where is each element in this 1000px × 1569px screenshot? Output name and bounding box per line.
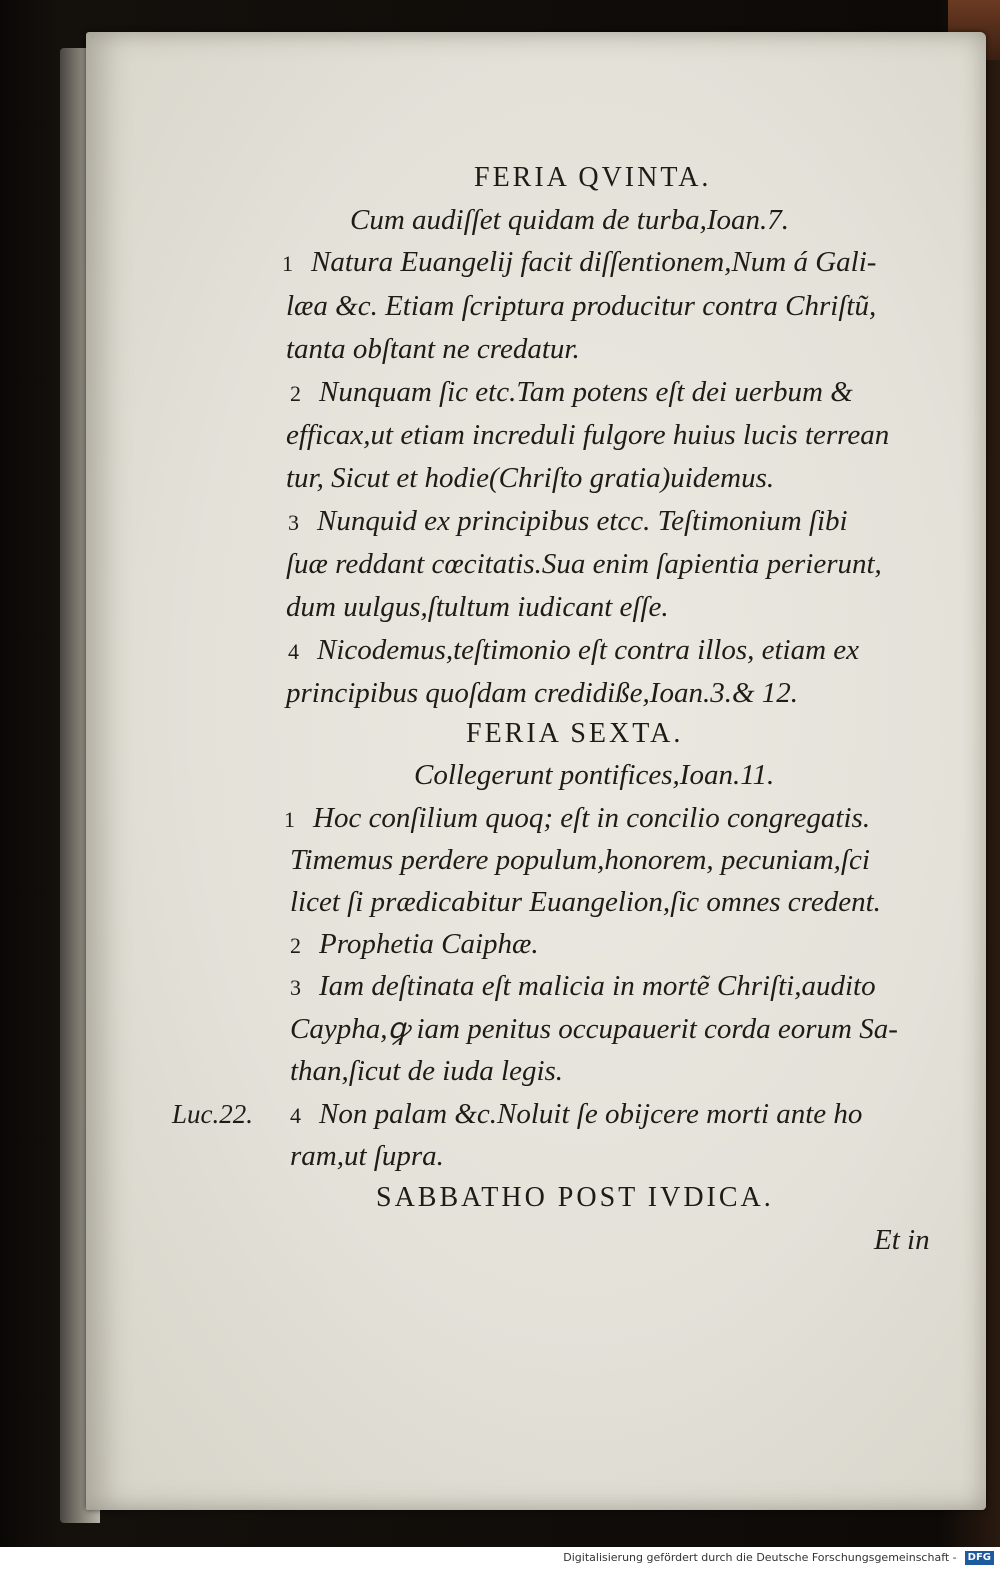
text-line: licet ſi prædicabitur Euangelion,ſic omnes credent. <box>290 886 881 918</box>
verse-number: 4 <box>290 1103 301 1128</box>
dfg-logo: DFG <box>965 1551 994 1565</box>
catchword: Et in <box>874 1224 930 1256</box>
verse-number: 3 <box>290 975 301 1000</box>
text-line: Caypha,ꝙ iam penitus occupauerit corda eorum Sa- <box>290 1013 898 1045</box>
text-line: 1 Hoc conſilium quoq; eſt in concilio congregatis. <box>284 802 871 834</box>
text-line: 2 Prophetia Caiphæ. <box>290 928 539 960</box>
verse-number: 2 <box>290 381 301 406</box>
section-heading-feria-sexta: FERIA SEXTA. <box>466 718 684 749</box>
margin-note: Luc.22. <box>172 1099 253 1129</box>
text-line: tanta obſtant ne credatur. <box>286 333 580 365</box>
text-line: efficax,ut etiam increduli fulgore huius lucis terrean <box>286 419 890 451</box>
verse-number: 1 <box>282 251 293 276</box>
text-line: 4 Nicodemus,teſtimonio eſt contra illos, etiam ex <box>288 634 860 666</box>
text-line: 2 Nunquam ſic etc.Tam potens eſt dei uerbum & <box>290 376 853 408</box>
text-line: dum uulgus,ſtultum iudicant eſſe. <box>286 591 669 623</box>
text-line: læa &c. Etiam ſcriptura producitur contra Chriſtũ, <box>286 290 877 322</box>
footer-credit: Digitalisierung gefördert durch die Deutsche Forschungsgemeinschaft - <box>563 1551 957 1564</box>
text-line: 3 Iam deſtinata eſt malicia in mortẽ Chriſti,audito <box>290 970 876 1002</box>
verse-number: 3 <box>288 510 299 535</box>
text-line: ram,ut ſupra. <box>290 1140 444 1172</box>
text-line: 3 Nunquid ex principibus etcc. Teſtimonium ſibi <box>288 505 848 537</box>
section-subheading-sexta: Collegerunt pontifices,Ioan.11. <box>414 759 775 791</box>
text-line: ſuæ reddant cœcitatis.Sua enim ſapientia perierunt, <box>286 548 882 580</box>
text-line: 4 Non palam &c.Noluit ſe obijcere morti ante ho <box>290 1098 863 1130</box>
section-subheading-quinta: Cum audiſſet quidam de turba,Ioan.7. <box>350 204 790 236</box>
text-line: tur, Sicut et hodie(Chriſto gratia)uidemus. <box>286 462 775 494</box>
digitization-footer <box>0 1547 1000 1569</box>
section-heading-sabbatho: SABBATHO POST IVDICA. <box>376 1182 774 1213</box>
section-heading-feria-quinta: FERIA QVINTA. <box>474 162 712 193</box>
verse-number: 1 <box>284 807 295 832</box>
text-line: than,ſicut de iuda legis. <box>290 1055 564 1087</box>
verse-number: 2 <box>290 933 301 958</box>
text-line: principibus quoſdam credidiße,Ioan.3.& 12. <box>286 677 799 709</box>
text-line: 1 Natura Euangelij facit diſſentionem,Num á Gali- <box>282 246 877 278</box>
text-line: Timemus perdere populum,honorem, pecuniam,ſci <box>290 844 870 876</box>
verse-number: 4 <box>288 639 299 664</box>
